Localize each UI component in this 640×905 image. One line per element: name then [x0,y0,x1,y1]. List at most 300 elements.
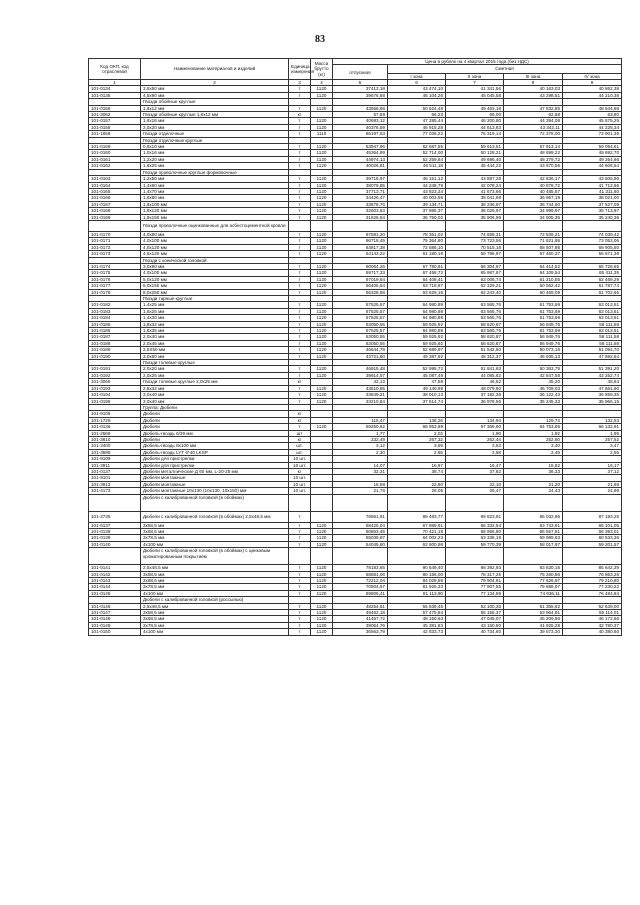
cell-code: 101-0183 [89,308,141,314]
cell-mass: 1120 [311,578,333,584]
cell-name: 1,6х25 мм [141,163,289,169]
cell-zone-4-price: 36 859,35 [563,392,622,398]
cell-name: 4х100 мм [141,629,289,635]
cell-zone-2-price: 49 696,40 [446,156,504,162]
cell-release-price: 31626,54 [333,214,388,220]
cell-mass: 1120 [311,251,333,257]
cell-zone-2-price: 62 243,40 [446,289,504,295]
cell-zone-1-price: 64 408,41 [388,276,446,282]
cell-name: 4,0х100 мм [141,270,289,276]
cell-zone-2-price: 48 079,60 [446,385,504,391]
cell-code: 101-0171 [89,238,141,244]
cell-name: 1,6х80 мм [141,195,289,201]
cell-zone-3-price: 129,74 [504,417,563,423]
cell-zone-4-price: 1,95 [563,430,622,436]
cell-mass: 1120 [311,238,333,244]
cell-zone-4-price: 44 228,34 [563,124,622,130]
cell-name: 1,2х50 мм [141,176,289,182]
cell-unit: т [289,201,311,207]
cell-zone-2-price: 45 045,58 [446,92,504,98]
cell-code: 101-0159 [89,144,141,150]
cell-zone-4-price: 63,80 [563,112,622,118]
cell-zone-3-price: 41 925,28 [504,622,563,628]
cell-zone-4-price: 49 692,70 [563,150,622,156]
cell-mass: 1120 [311,398,333,404]
cell-mass: 1120 [311,231,333,237]
cell-zone-3-price: 1,92 [504,430,563,436]
cell-code: 101-0174 [89,263,141,269]
cell-release-price: 43510,65 [333,385,388,391]
cell-mass: 1120 [311,603,333,609]
cell-unit: т [289,629,311,635]
cell-zone-1-price: 37 514,74 [388,398,446,404]
cell-zone-3-price: 43 670,56 [504,163,563,169]
cell-zone-3-price: 43 342,11 [504,124,563,130]
cell-zone-3-price: 39 573,30 [504,629,563,635]
cell-zone-3-price: 50 073,16 [504,347,563,353]
cell-mass: 1120 [311,334,333,340]
cell-release-price: 67591,20 [333,231,388,237]
cell-mass: 1120 [311,424,333,430]
cell-name: 2,5х32 мм [141,385,289,391]
cell-release-price: 43566,68 [333,105,388,111]
cell-zone-3-price: 21,20 [504,481,563,487]
cell-zone-3-price: 56 949,76 [504,334,563,340]
cell-code: 101-0138 [89,529,141,535]
cell-code: 101-3062 [89,112,141,118]
cell-mass: 1120 [311,571,333,577]
cell-release-price: 54045,60 [333,541,388,547]
cell-release-price: 3,12 [333,443,388,449]
cell-release-price: 57525,57 [333,302,388,308]
cell-zone-1-price: 64 980,89 [388,308,446,314]
cell-zone-2-price: 59 796,97 [446,251,504,257]
cell-zone-2-price: 36 026,97 [446,208,504,214]
cell-release-price: 59250,62 [333,424,388,430]
cell-zone-2-price: 77 134,59 [446,590,504,596]
cell-zone-1-price: 62 687,55 [388,144,446,150]
column-index: 5 [333,80,388,86]
cell-zone-1-price: 40 003,56 [388,195,446,201]
cell-mass: 1120 [311,163,333,169]
cell-zone-2-price: 41 673,66 [446,188,504,194]
cell-mass: 1120 [311,616,333,622]
cell-mass: 1120 [311,308,333,314]
cell-zone-3-price: 75 260,56 [504,571,563,577]
cell-mass: 1120 [311,522,333,528]
header-zone-4: IV зона [563,73,622,79]
page-number: 83 [315,34,325,45]
cell-mass: 1120 [311,214,333,220]
cell-zone-3-price: 86 032,96 [504,511,563,522]
cell-release-price: 36563,79 [333,629,388,635]
cell-unit: т [289,289,311,295]
cell-mass [311,511,333,522]
cell-zone-1-price: 59 925,92 [388,334,446,340]
empty-cell [289,548,311,565]
cell-unit: т [289,244,311,250]
cell-zone-1-price: 47 285,44 [388,118,446,124]
cell-zone-1-price: 37 885,37 [388,208,446,214]
cell-code: 101-0190 [89,353,141,359]
cell-name: 4х100 мм [141,590,289,596]
cell-zone-3-price: 50 363,75 [504,366,563,372]
cell-zone-1-price: 22,80 [388,481,446,487]
cell-release-price: 63817,38 [333,244,388,250]
cell-unit: т [289,118,311,124]
cell-code: 101-0161 [89,156,141,162]
cell-code: 101-0178 [89,289,141,295]
cell-release-price: 53947,96 [333,144,388,150]
cell-name: 3х58,5 мм [141,571,289,577]
cell-zone-3-price: 3,40 [504,443,563,449]
cell-zone-1-price: 64 002,23 [388,535,446,541]
cell-name: 3х68,5 мм [141,529,289,535]
cell-zone-2-price: 46,52 [446,379,504,385]
cell-zone-4-price: 85 642,39 [563,565,622,571]
cell-release-price: 39914,57 [333,372,388,378]
column-index: 3 [289,80,311,86]
section-title: Гвозди отделочные круглые [141,137,289,143]
cell-name: 1,4х25 мм [141,302,289,308]
cell-mass: 1120 [311,92,333,98]
cell-zone-2-price: 1,99 [446,430,504,436]
cell-unit: т [289,156,311,162]
cell-unit: т [289,195,311,201]
cell-name: Гвозди отделочные [141,131,289,137]
cell-zone-4-price: 58 671,39 [563,251,622,257]
cell-zone-1-price: 80 156,00 [388,571,446,577]
cell-mass: 1120 [311,347,333,353]
cell-name: 1,6х35 мм [141,328,289,334]
cell-code: 101-1729 [89,417,141,423]
header-name: Наименование материалов и изделий [141,59,289,80]
cell-name: 4х100 мм [141,541,289,547]
cell-mass: 1120 [311,270,333,276]
cell-zone-1-price: 49 387,92 [388,353,446,359]
cell-code: 101-0192 [89,372,141,378]
cell-zone-4-price: 47 661,90 [563,385,622,391]
cell-mass: 1120 [311,276,333,282]
cell-name: 3,0х90 мм [141,263,289,269]
cell-code: 101-0170 [89,231,141,237]
cell-zone-1-price: 36 750,02 [388,214,446,220]
cell-release-price: 46644,79 [333,347,388,353]
cell-zone-1-price: 267,32 [388,436,446,442]
cell-mass: 1120 [311,188,333,194]
cell-zone-2-price: 77 907,55 [446,584,504,590]
cell-release-price: 21,76 [333,488,388,494]
section-title: Дюбели с калиброванной головкой (в обоймах) [141,494,289,511]
cell-unit: т [289,590,311,596]
cell-zone-4-price: 24,99 [563,488,622,494]
cell-unit: т [289,92,311,98]
cell-release-price: 57,59 [333,112,388,118]
cell-mass: 1120 [311,283,333,289]
cell-mass: 1120 [311,366,333,372]
cell-unit: т [289,584,311,590]
cell-zone-2-price: 53 100,35 [446,603,504,609]
cell-code: 101-0146 [89,603,141,609]
cell-name: 4,5х120 мм [141,251,289,257]
cell-release-price: 32,31 [333,468,388,474]
cell-zone-4-price: 59 094,61 [563,144,622,150]
cell-zone-2-price: 89 823,91 [446,511,504,522]
cell-unit: т [289,105,311,111]
cell-code: 101-0142 [89,571,141,577]
cell-zone-4-price: 48 544,88 [563,105,622,111]
section-row [89,494,622,511]
cell-zone-1-price: 138,26 [388,417,446,423]
cell-zone-1-price: 78 351,02 [388,231,446,237]
cell-zone-3-price: 36 957,19 [504,195,563,201]
cell-zone-4-price: 61 787,74 [563,283,622,289]
cell-release-price: 66197,63 [333,131,388,137]
cell-mass: 1120 [311,244,333,250]
cell-release-price: 232,49 [333,436,388,442]
cell-unit: кг [289,417,311,423]
cell-release-price: 37413,18 [333,86,388,92]
cell-code: 101-3610 [89,436,141,442]
cell-mass: 1120 [311,156,333,162]
cell-release-price: 33210,84 [333,398,388,404]
cell-release-price: 55039,87 [333,535,388,541]
cell-zone-2-price: 37 182,36 [446,392,504,398]
cell-zone-3-price: 45,20 [504,379,563,385]
cell-mass: 1120 [311,385,333,391]
cell-zone-1-price: 59 925,92 [388,321,446,327]
cell-unit: т [289,610,311,616]
cell-zone-3-price: 57 913,14 [504,144,563,150]
cell-zone-4-price: 58 111,58 [563,321,622,327]
cell-zone-1-price: 52 995,72 [388,366,446,372]
cell-zone-2-price: 51 841,63 [446,366,504,372]
cell-zone-4-price: 62 459,29 [563,276,622,282]
cell-release-price: 72212,04 [333,578,388,584]
cell-zone-2-price: 68 966,80 [446,529,504,535]
cell-zone-3-price: 24,43 [504,488,563,494]
cell-zone-4-price: 42 780,37 [563,622,622,628]
section-title: Гвозди тарные круглые [141,296,289,302]
cell-zone-1-price: 39 134,71 [388,201,446,207]
cell-code: 101-0186 [89,328,141,334]
section-title: Группа: Дюбели [141,404,289,410]
cell-mass: 1110 [311,131,333,137]
cell-zone-3-price: 75 686,97 [504,584,563,590]
cell-name: Дюбели с калиброванной головкой (в обоймах) 2,5х48,5 мм [141,511,289,522]
cell-code: 101-0141 [89,565,141,571]
cell-zone-3-price: 35 245,33 [504,398,563,404]
cell-release-price: 57525,57 [333,328,388,334]
cell-mass: 1120 [311,392,333,398]
cell-code: 101-0168 [89,208,141,214]
cell-zone-2-price: 43 150,50 [446,622,504,628]
cell-zone-2-price: 63 006,74 [446,276,504,282]
cell-zone-2-price: 45 444,22 [446,163,504,169]
cell-zone-3-price: 40 163,03 [504,86,563,92]
cell-code: 101-0150 [89,629,141,635]
cell-zone-3-price: 47 532,85 [504,105,563,111]
cell-release-price: 40376,59 [333,124,388,130]
cell-release-price: 43721,60 [333,353,388,359]
cell-code: 101-0185 [89,321,141,327]
cell-zone-2-price: 49 463,18 [446,105,504,111]
empty-cell [504,548,563,565]
cell-zone-1-price: 57 475,84 [388,610,446,616]
cell-code: 101-3065 [89,379,141,385]
cell-zone-4-price: 44 606,54 [563,163,622,169]
cell-release-price: 56405,54 [333,283,388,289]
cell-code: 101-0167 [89,201,141,207]
cell-name: 1,6х25 мм [141,308,289,314]
cell-name: 3х58,5 мм [141,522,289,528]
cell-zone-1-price: 59 925,92 [388,340,446,346]
cell-release-price: 39054,76 [333,622,388,628]
cell-zone-3-price: 51 355,62 [504,603,563,609]
cell-zone-1-price: 2,65 [388,449,446,455]
empty-cell [311,220,333,231]
cell-unit: т [289,340,311,346]
cell-code: 101-1656 [89,131,141,137]
cell-zone-2-price: 79 904,81 [446,578,504,584]
cell-zone-4-price: 51 094,70 [563,347,622,353]
cell-zone-4-price: 76 863,26 [563,571,622,577]
cell-unit: т [289,214,311,220]
cell-unit: 10 шт. [289,488,311,494]
cell-release-price: 54143,22 [333,251,388,257]
cell-unit: т [289,302,311,308]
cell-zone-2-price: 3,53 [446,443,504,449]
cell-name: Дюбели [141,417,289,423]
cell-zone-2-price: 47 045,07 [446,616,504,622]
cell-code: 101-0137 [89,468,141,474]
cell-zone-2-price: 41 341,56 [446,86,504,92]
cell-zone-4-price: 58 111,58 [563,334,622,340]
cell-zone-3-price: 34 505,35 [504,214,563,220]
cell-name: Дюбели металлические Д 60 мм, L-20-25 мм [141,468,289,474]
header-zone-2: II зона [446,73,504,79]
cell-zone-3-price: 15,82 [504,462,563,468]
cell-zone-3-price: 2,49 [504,449,563,455]
cell-zone-2-price: 56 156,37 [446,610,504,616]
cell-zone-4-price: 55 114,01 [563,610,622,616]
cell-zone-2-price: 63 565,76 [446,302,504,308]
cell-name: 4,0х120 мм [141,244,289,250]
cell-code: 101-0173 [89,251,141,257]
cell-unit: т [289,565,311,571]
cell-unit: т [289,511,311,522]
cell-code: 101-0184 [89,315,141,321]
cell-mass: 1120 [311,176,333,182]
cell-zone-2-price: 25,47 [446,488,504,494]
cell-unit: т [289,188,311,194]
cell-zone-1-price: 72 686,10 [388,244,446,250]
section-row [89,220,622,231]
empty-cell [289,220,311,231]
cell-zone-1-price: 61 180,19 [388,251,446,257]
cell-code: 101-0164 [89,182,141,188]
cell-code: 101-0149 [89,622,141,628]
cell-zone-1-price: 46 104,26 [388,92,446,98]
cell-zone-4-price: 87 193,25 [563,511,622,522]
cell-name: Дюбели для пристрелки [141,456,289,462]
empty-cell [446,548,504,565]
header-mass: Масса брутто (кг) [311,59,333,80]
empty-cell [563,494,622,511]
cell-zone-4-price: 69 905,50 [563,244,622,250]
price-table [88,58,622,636]
cell-zone-1-price: 64 980,89 [388,315,446,321]
cell-zone-1-price: 81 925,33 [388,584,446,590]
cell-zone-3-price: 42 847,58 [504,372,563,378]
empty-cell [333,494,388,511]
cell-zone-3-price: 72 539,21 [504,231,563,237]
cell-zone-3-price: 36 744,60 [504,201,563,207]
cell-name: 1,6х12 мм [141,105,289,111]
cell-unit: т [289,182,311,188]
cell-zone-4-price: 51 391,20 [563,366,622,372]
cell-name: 1,6х100 мм [141,201,289,207]
cell-zone-4-price: 47 892,64 [563,353,622,359]
column-index: 7 [446,80,504,86]
cell-zone-2-price: 2,58 [446,449,504,455]
cell-zone-2-price: 58 620,87 [446,321,504,327]
empty-cell [311,494,333,511]
cell-name: 1,4х60 мм [141,182,289,188]
cell-zone-1-price: 38 010,13 [388,392,446,398]
column-index: 4 [311,80,333,86]
cell-zone-1-price: 46 915,28 [388,124,446,130]
cell-zone-4-price: 60 533,36 [563,535,622,541]
cell-unit: шт [289,430,311,436]
cell-unit: шт. [289,443,311,449]
cell-zone-2-price: 70 515,18 [446,244,504,250]
cell-mass: 1120 [311,195,333,201]
cell-zone-3-price: 59 989,63 [504,535,563,541]
cell-zone-4-price: 77 230,22 [563,584,622,590]
cell-unit: т [289,321,311,327]
cell-code: 101-0137 [89,522,141,528]
cell-release-price: 53050,55 [333,334,388,340]
cell-zone-4-price: 132,53 [563,417,622,423]
cell-unit: 10 шт. [289,456,311,462]
cell-unit: т [289,347,311,353]
empty-cell [504,220,563,231]
cell-zone-1-price: 89 483,77 [388,511,446,522]
cell-zone-3-price: 61 753,69 [504,328,563,334]
cell-unit: 10 шт. [289,481,311,487]
cell-unit: т [289,163,311,169]
cell-mass: 1120 [311,565,333,571]
cell-zone-3-price: 46 709,03 [504,385,563,391]
cell-mass: 1120 [311,541,333,547]
cell-zone-2-price: 63 565,76 [446,308,504,314]
cell-name: 3х68,5 мм [141,578,289,584]
cell-name: Гвозди толевые круглые 2,0х25 мм [141,379,289,385]
cell-mass: 1120 [311,584,333,590]
cell-zone-2-price: 59 613,51 [446,144,504,150]
cell-zone-1-price: 47,58 [388,379,446,385]
cell-unit: т [289,308,311,314]
cell-name: 3,0х60 мм [141,353,289,359]
cell-release-price: 34426,47 [333,195,388,201]
cell-code: 101-2569 [89,430,141,436]
cell-name: 2,0х45 мм [141,340,289,346]
cell-zone-3-price: 40 485,67 [504,188,563,194]
column-index: 8 [504,80,563,86]
cell-zone-4-price: 74 039,42 [563,231,622,237]
cell-release-price: 32603,63 [333,208,388,214]
